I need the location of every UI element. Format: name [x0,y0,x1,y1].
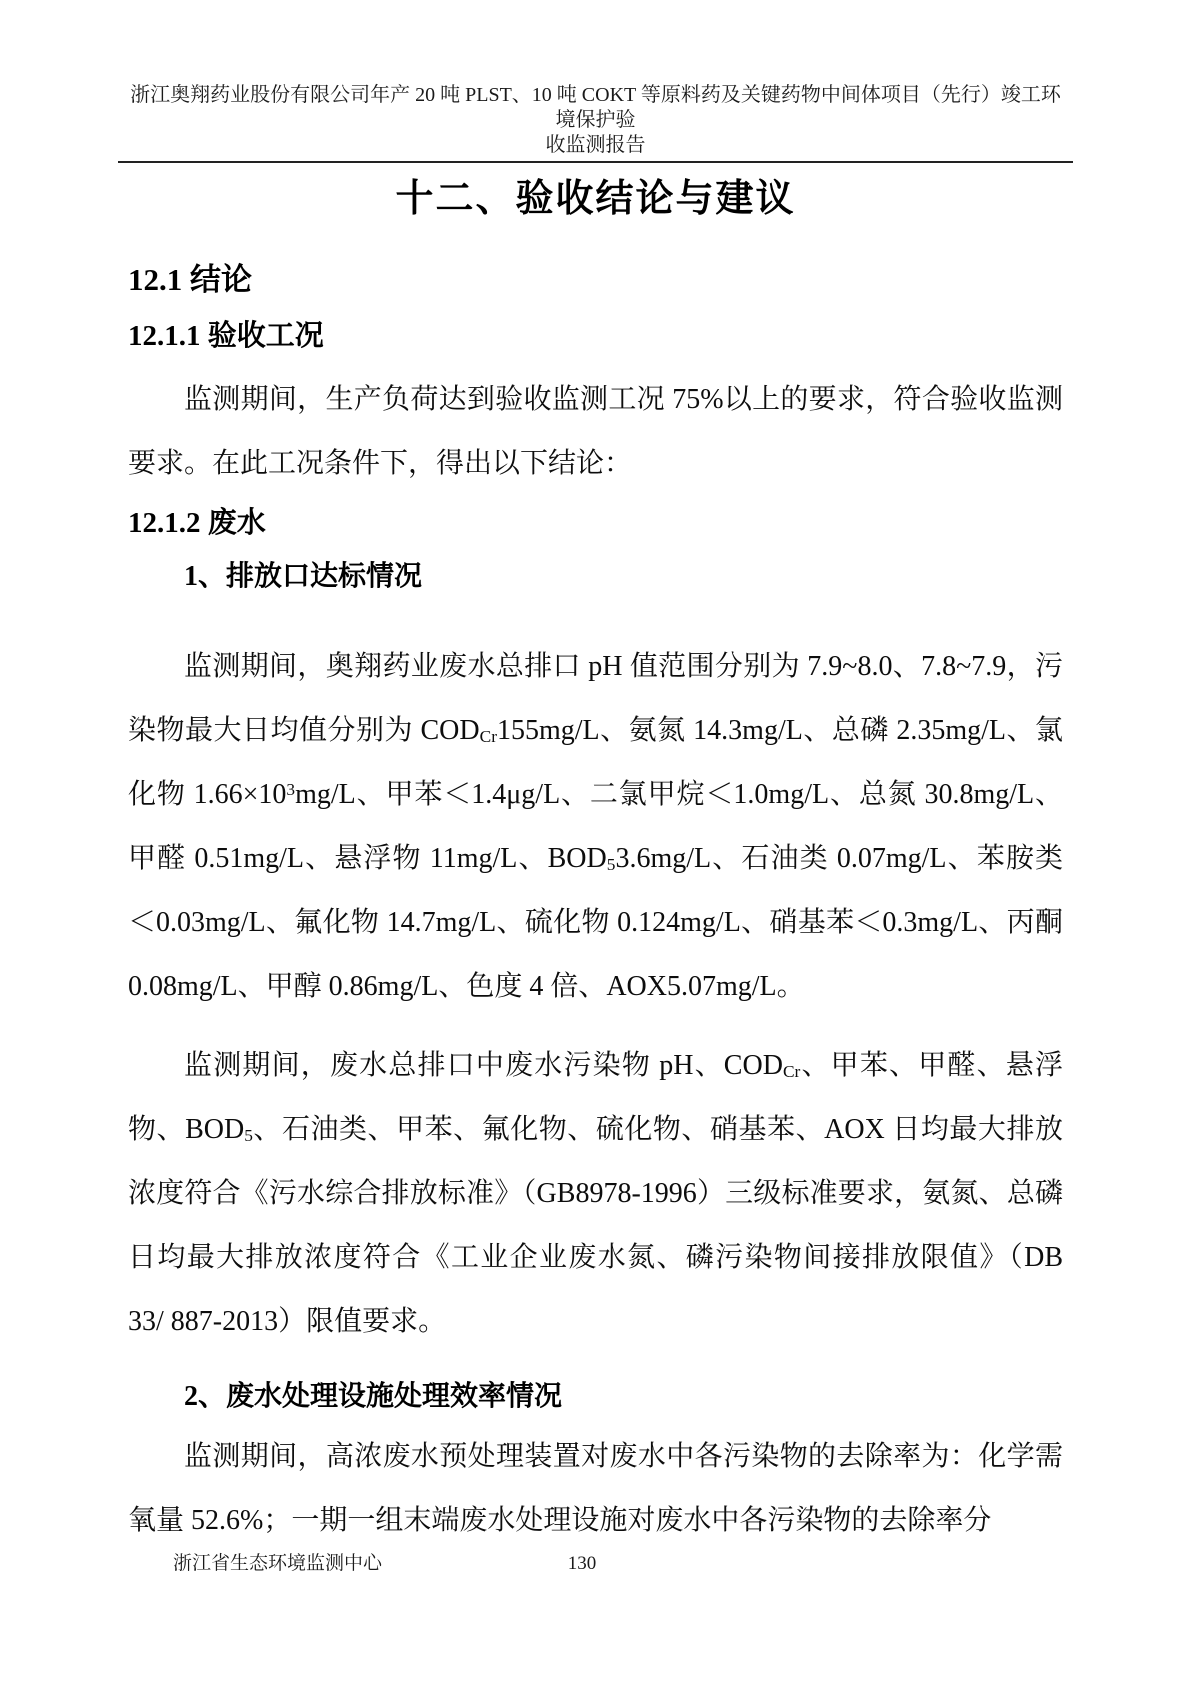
paragraph-workload: 监测期间，生产负荷达到验收监测工况 75%以上的要求，符合验收监测要求。在此工况条件下，得出以下结论： [128,384,1063,479]
running-header [128,0,1063,158]
paragraph-outfall-results: 监测期间，奥翔药业废水总排口 pH 值范围分别为 7.9~8.0、7.8~7.9，污染物最大日均值分别为 $COD_{Cr}155mg/L$、氨氮 14.3mg/L、总磷 2.35mg/L、氯化物 $1.66\times 10^3mg/L$、甲苯＜1.4μg/L、二氯甲烷＜1.0mg/L、总氮 30.8mg/L、甲醛 0.51mg/L、悬浮物 11mg/L、$BOD_53.6mg/L$、石油类 0.07mg/L、苯胺类＜0.03mg/L、氟化物 14.7mg/L、硫化物 0.124mg/L、硝基苯＜0.3mg/L、丙酮 0.08mg/L、甲醇 0.86mg/L、色度 4 倍、AOX5.07mg/L。 [128,651,1064,1002]
paragraph-treatment-efficiency: 监测期间，高浓废水预处理装置对废水中各污染物的去除率为：化学需氧量 52.6%；一期一组末端废水处理设施对废水中各污染物的去除率分 [128,1441,1063,1536]
heading-item1: 1、排放口达标情况 [184,561,423,592]
heading-12-1-1: 12.1.1 验收工况 [128,320,324,352]
footer-page-number: 130 [567,1553,597,1574]
page-footer [128,1550,1063,1580]
running-header-line1: 浙江奥翔药业股份有限公司年产 20 吨 PLST、10 吨 COKT 等原料药及关键药物中间体项目（先行）竣工环境保护验 [130,84,1061,131]
header-divider [118,161,1073,163]
paragraph-standards-compliance: 监测期间，废水总排口中废水污染物 pH、$COD_{Cr}$、甲苯、甲醛、悬浮物、$BOD_5$、石油类、甲苯、氟化物、硫化物、硝基苯、AOX 日均最大排放浓度符合《污水综合排放标准》（GB8978-1996）三级标准要求，氨氮、总磷日均最大排放浓度符合《工业企业废水氮、磷污染物间接排放限值》（DB 33/ 887-2013）限值要求。 [128,1050,1063,1337]
chapter-title: 十二、验收结论与建议 [395,178,796,220]
heading-12-1-2: 12.1.2 废水 [128,507,266,539]
heading-item2: 2、废水处理设施处理效率情况 [184,1381,563,1412]
heading-12-1: 12.1 结论 [128,262,252,297]
footer-organization: 浙江省生态环境监测中心 [173,1553,383,1574]
running-header-line2: 收监测报告 [545,134,646,156]
